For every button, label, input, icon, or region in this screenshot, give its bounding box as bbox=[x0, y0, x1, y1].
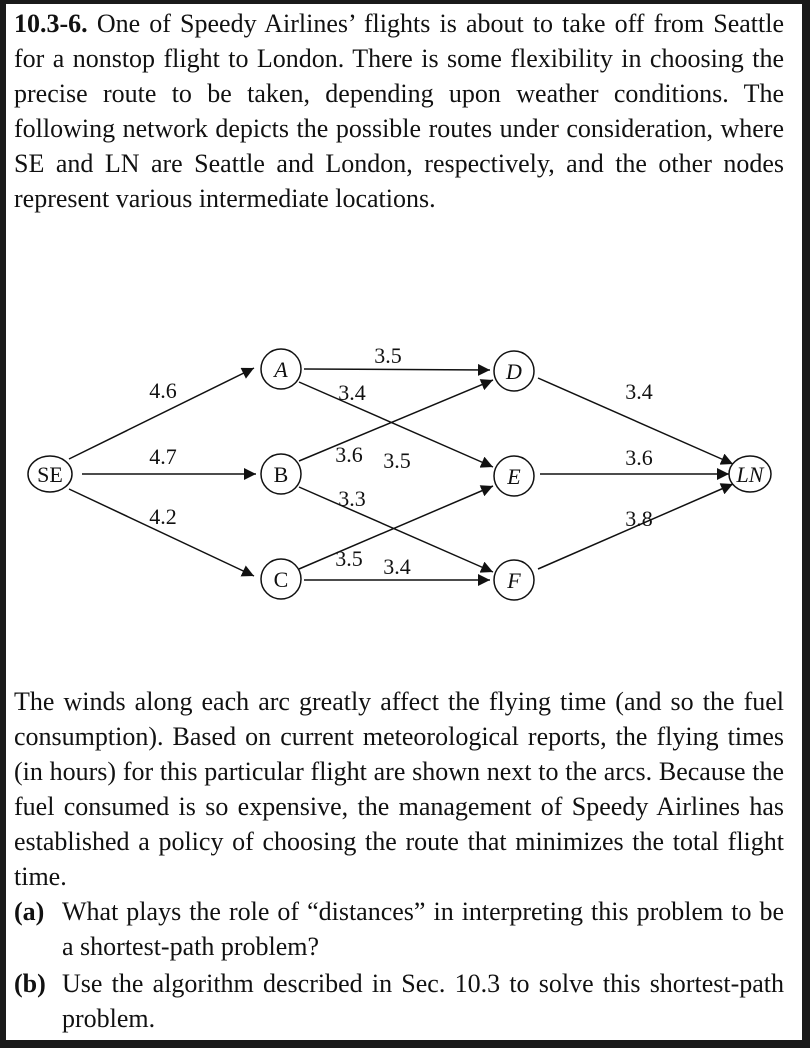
winds-paragraph: The winds along each arc greatly affect the flying time (and so the fuel consumption). Based on current meteorological reports, the flying times (in hours) for this particular flight are shown next to the arcs. Because the fuel consumed is so expensive, the management of Speedy Airlines has established a policy of choosing the route that minimizes the total flight time. bbox=[14, 687, 784, 891]
part-b-text: Use the algorithm described in Sec. 10.3 to solve this shortest-path problem. bbox=[62, 969, 784, 1033]
problem-intro bbox=[14, 6, 784, 216]
weight-c-f: 3.4 bbox=[383, 554, 411, 579]
node-ln-label: LN bbox=[736, 462, 764, 487]
problem-number: 10.3-6. bbox=[14, 9, 88, 38]
arc-se-c bbox=[69, 489, 254, 576]
part-a-label: (a) bbox=[14, 897, 45, 926]
node-c-label: C bbox=[273, 567, 289, 592]
part-a-text: What plays the role of “distances” in interpreting this problem to be a shortest-path problem? bbox=[62, 897, 784, 961]
part-b bbox=[14, 966, 784, 1036]
weight-a-d: 3.5 bbox=[374, 343, 402, 368]
part-a bbox=[14, 894, 784, 964]
part-b-label: (b) bbox=[14, 969, 46, 998]
node-d-label: D bbox=[506, 359, 522, 384]
weight-b-d: 3.6 bbox=[335, 442, 363, 467]
weight-e-ln: 3.6 bbox=[625, 445, 653, 470]
weight-c-e: 3.5 bbox=[383, 448, 411, 473]
node-f-label: F bbox=[507, 568, 521, 593]
node-e-label: E bbox=[507, 464, 521, 489]
weight-b-f: 3.3 bbox=[338, 486, 366, 511]
weight-f-ln: 3.8 bbox=[625, 506, 653, 531]
weight-d-ln: 3.4 bbox=[625, 379, 653, 404]
node-b-label: B bbox=[273, 462, 289, 487]
weight-se-c: 4.2 bbox=[149, 504, 177, 529]
weight-se-a: 4.6 bbox=[149, 378, 177, 403]
page bbox=[6, 4, 802, 1040]
weight-c-e-lower: 3.5 bbox=[335, 546, 363, 571]
weight-se-b: 4.7 bbox=[149, 444, 177, 469]
node-a-label: A bbox=[274, 357, 288, 382]
problem-intro-text: One of Speedy Airlines’ flights is about to take off from Seattle for a nonstop flight to London. There is some flexibility in choosing the precise route to be taken, depending upon weather conditions. The following network depicts the possible routes under consideration, where SE and LN are Seattle and London, respectively, and the other nodes represent various intermediate locations. bbox=[14, 9, 785, 213]
route-network-diagram bbox=[6, 314, 802, 614]
weight-a-e: 3.4 bbox=[338, 380, 366, 405]
node-se-label: SE bbox=[37, 462, 63, 487]
arc-a-d bbox=[304, 369, 490, 370]
